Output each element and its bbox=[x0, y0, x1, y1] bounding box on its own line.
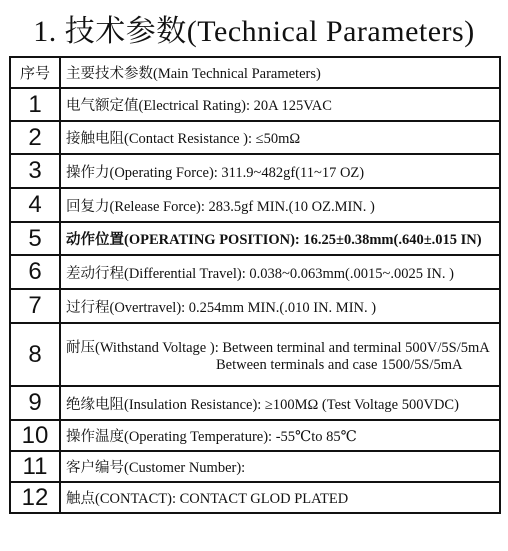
table-row bbox=[10, 121, 500, 154]
parameters-table bbox=[9, 56, 501, 514]
row-number: 3 bbox=[10, 154, 60, 188]
table-row bbox=[10, 188, 500, 222]
table-row bbox=[10, 420, 500, 451]
row-number: 2 bbox=[10, 121, 60, 154]
row-text: 回复力(Release Force): 283.5gf MIN.(10 OZ.MIN. ) bbox=[60, 188, 500, 222]
row-number: 10 bbox=[10, 420, 60, 451]
row-number: 11 bbox=[10, 451, 60, 482]
row-number: 9 bbox=[10, 386, 60, 420]
row-number: 4 bbox=[10, 188, 60, 222]
header-no: 序号 bbox=[10, 57, 60, 88]
row-text: 电气额定值(Electrical Rating): 20A 125VAC bbox=[60, 88, 500, 121]
table-row bbox=[10, 323, 500, 386]
row-text-line2: Between terminals and case 1500/5S/5mA bbox=[216, 356, 463, 373]
table-row bbox=[10, 255, 500, 289]
table-row bbox=[10, 88, 500, 121]
row-number: 12 bbox=[10, 482, 60, 513]
table-row bbox=[10, 451, 500, 482]
row-text: 客户编号(Customer Number): bbox=[60, 451, 500, 482]
row-text: 操作力(Operating Force): 311.9~482gf(11~17 OZ) bbox=[60, 154, 500, 188]
table-header-row bbox=[10, 57, 500, 88]
row-number: 5 bbox=[10, 222, 60, 255]
row-text-line1: 耐压(Withstand Voltage ): Between terminal and terminal 500V/5S/5mA bbox=[66, 339, 490, 356]
page-title: 1. 技术参数(Technical Parameters) bbox=[33, 15, 475, 48]
row-number: 1 bbox=[10, 88, 60, 121]
table-row bbox=[10, 482, 500, 513]
row-text: 触点(CONTACT): CONTACT GLOD PLATED bbox=[60, 482, 500, 513]
row-text: 接触电阻(Contact Resistance ): ≤50mΩ bbox=[60, 121, 500, 154]
row-text: 绝缘电阻(Insulation Resistance): ≥100MΩ (Test Voltage 500VDC) bbox=[60, 386, 500, 420]
header-param: 主要技术参数(Main Technical Parameters) bbox=[60, 57, 500, 88]
row-number: 7 bbox=[10, 289, 60, 323]
row-text: 操作温度(Operating Temperature): -55℃to 85℃ bbox=[60, 420, 500, 451]
row-number: 6 bbox=[10, 255, 60, 289]
row-text-multiline bbox=[60, 323, 500, 386]
row-text: 差动行程(Differential Travel): 0.038~0.063mm(.0015~.0025 IN. ) bbox=[60, 255, 500, 289]
table-row bbox=[10, 222, 500, 255]
table-row bbox=[10, 386, 500, 420]
row-text: 动作位置(OPERATING POSITION): 16.25±0.38mm(.640±.015 IN) bbox=[60, 222, 500, 255]
table-row bbox=[10, 289, 500, 323]
table-row bbox=[10, 154, 500, 188]
row-text: 过行程(Overtravel): 0.254mm MIN.(.010 IN. MIN. ) bbox=[60, 289, 500, 323]
row-number: 8 bbox=[10, 323, 60, 386]
